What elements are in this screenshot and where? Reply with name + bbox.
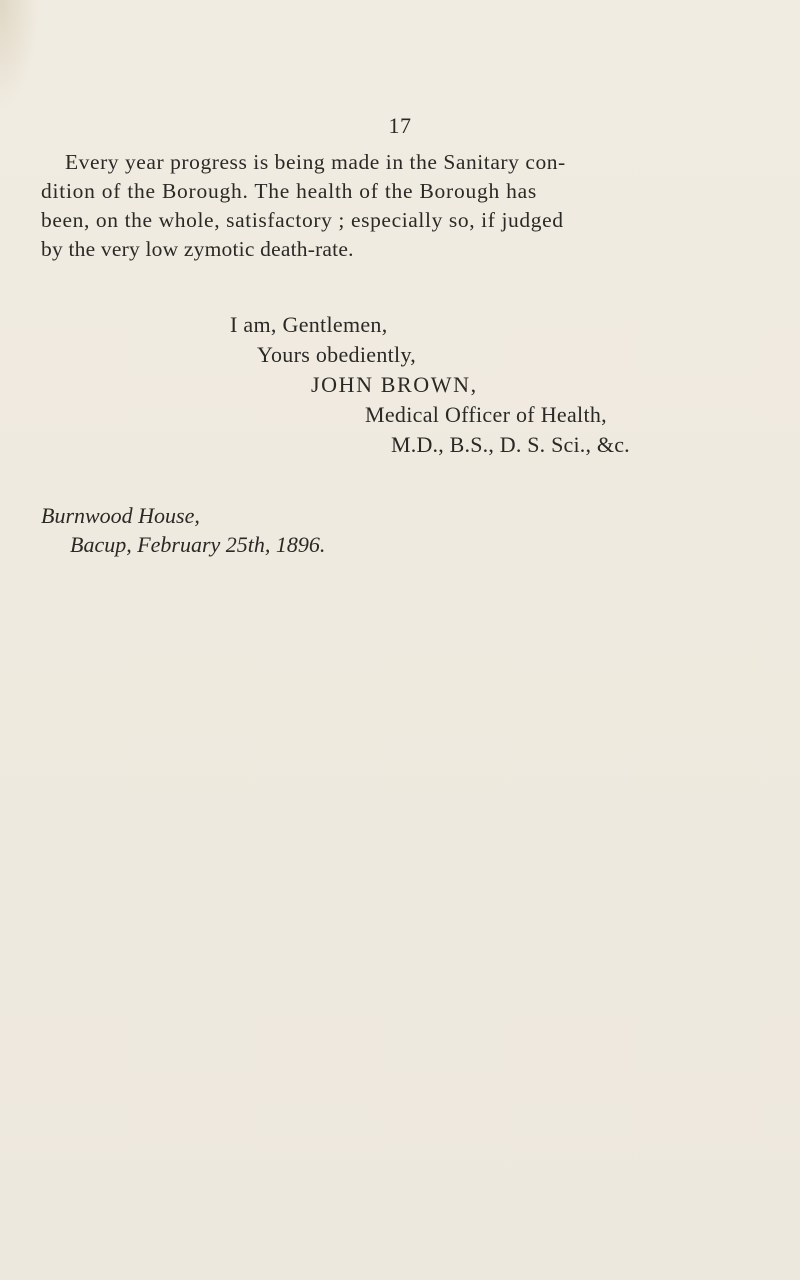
- signatory-title: Medical Officer of Health,: [365, 402, 607, 427]
- page-number: 17: [388, 113, 412, 138]
- signoff-salutation: I am, Gentlemen,: [230, 312, 388, 337]
- paper-stain: [0, 0, 40, 110]
- signatory-name: JOHN BROWN,: [311, 372, 478, 397]
- paragraph-line: been, on the whole, satisfactory ; especially so, if judged: [41, 208, 564, 232]
- signoff-closing: Yours obediently,: [257, 342, 417, 367]
- paragraph-line: dition of the Borough. The health of the Borough has: [41, 179, 538, 203]
- body-paragraph: [41, 148, 761, 264]
- signatory-degrees: M.D., B.S., D. S. Sci., &c.: [391, 432, 630, 457]
- paragraph-line: Every year progress is being made in the Sanitary con-: [65, 150, 566, 174]
- paragraph-line: by the very low zymotic death-rate.: [41, 237, 354, 261]
- address-line-date: Bacup, February 25th, 1896.: [70, 532, 326, 557]
- address-line-house: Burnwood House,: [41, 503, 200, 528]
